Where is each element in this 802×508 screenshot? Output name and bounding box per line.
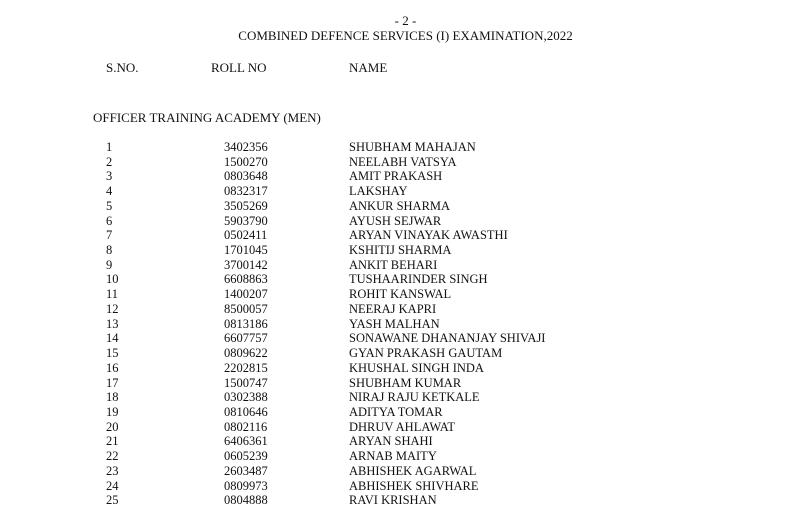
sno-cell: 4	[106, 184, 113, 199]
name-cell: SHUBHAM MAHAJAN	[349, 140, 476, 154]
sno-cell: 25	[106, 493, 119, 508]
name-cell: AMIT PRAKASH	[349, 169, 443, 184]
table-row	[0, 155, 802, 170]
sno-cell: 16	[106, 360, 119, 375]
roll-cell: 3700142	[224, 257, 268, 272]
document-title: COMBINED DEFENCE SERVICES (I) EXAMINATION,2022	[238, 28, 573, 43]
table-row	[0, 390, 802, 405]
sno-cell: 1	[106, 140, 113, 154]
name-cell: TUSHAARINDER SINGH	[349, 272, 488, 287]
roll-cell: 6406361	[224, 434, 268, 449]
roll-cell: 1500270	[224, 154, 268, 169]
sno-cell: 12	[106, 301, 119, 316]
table-row	[0, 140, 802, 155]
table-row	[0, 479, 802, 494]
roll-cell: 6608863	[224, 272, 268, 287]
table-row	[0, 287, 802, 302]
table-row	[0, 272, 802, 287]
results-list	[0, 140, 802, 508]
table-row	[0, 420, 802, 435]
name-cell: ARNAB MAITY	[349, 449, 437, 464]
sno-cell: 10	[106, 272, 119, 287]
table-row	[0, 184, 802, 199]
sno-cell: 20	[106, 419, 119, 434]
roll-cell: 3402356	[224, 140, 268, 154]
table-row	[0, 464, 802, 479]
sno-cell: 18	[106, 390, 119, 405]
sno-cell: 14	[106, 331, 119, 346]
roll-cell: 2603487	[224, 463, 268, 478]
table-row	[0, 199, 802, 214]
name-cell: NEELABH VATSYA	[349, 154, 457, 169]
roll-cell: 5903790	[224, 213, 268, 228]
name-cell: NIRAJ RAJU KETKALE	[349, 390, 480, 405]
roll-cell: 1400207	[224, 287, 268, 302]
roll-cell: 0809622	[224, 346, 268, 361]
sno-cell: 17	[106, 375, 119, 390]
column-header-name: NAME	[349, 60, 388, 75]
name-cell: GYAN PRAKASH GAUTAM	[349, 346, 503, 361]
sno-cell: 19	[106, 404, 119, 419]
roll-cell: 0605239	[224, 449, 268, 464]
roll-cell: 8500057	[224, 301, 268, 316]
table-row	[0, 228, 802, 243]
roll-cell: 0810646	[224, 404, 268, 419]
column-header-roll-no: ROLL NO	[211, 60, 267, 75]
table-row	[0, 434, 802, 449]
sno-cell: 13	[106, 316, 119, 331]
roll-cell: 0813186	[224, 316, 268, 331]
table-row	[0, 376, 802, 391]
name-cell: AYUSH SEJWAR	[349, 213, 442, 228]
roll-cell: 0803648	[224, 169, 268, 184]
sno-cell: 23	[106, 463, 119, 478]
roll-cell: 2202815	[224, 360, 268, 375]
name-cell: SHUBHAM KUMAR	[349, 375, 462, 390]
roll-cell: 0302388	[224, 390, 268, 405]
name-cell: RAVI KRISHAN	[349, 493, 437, 508]
name-cell: ANKUR SHARMA	[349, 198, 451, 213]
sno-cell: 3	[106, 169, 113, 184]
name-cell: LAKSHAY	[349, 184, 408, 199]
name-cell: DHRUV AHLAWAT	[349, 419, 456, 434]
name-cell: ANKIT BEHARI	[349, 257, 438, 272]
roll-cell: 0802116	[224, 419, 268, 434]
table-row	[0, 214, 802, 229]
roll-cell: 0502411	[224, 228, 268, 243]
sno-cell: 15	[106, 346, 119, 361]
roll-cell: 3505269	[224, 198, 268, 213]
table-row	[0, 405, 802, 420]
roll-cell: 0832317	[224, 184, 268, 199]
table-row	[0, 449, 802, 464]
name-cell: ARYAN SHAHI	[349, 434, 433, 449]
sno-cell: 21	[106, 434, 119, 449]
roll-cell: 0809973	[224, 478, 268, 493]
name-cell: KSHITIJ SHARMA	[349, 243, 452, 258]
name-cell: NEERAJ KAPRI	[349, 301, 437, 316]
roll-cell: 0804888	[224, 493, 268, 508]
section-heading: OFFICER TRAINING ACADEMY (MEN)	[93, 110, 321, 125]
name-cell: YASH MALHAN	[349, 316, 440, 331]
name-cell: SONAWANE DHANANJAY SHIVAJI	[349, 331, 546, 346]
name-cell: ROHIT KANSWAL	[349, 287, 452, 302]
sno-cell: 5	[106, 198, 113, 213]
sno-cell: 2	[106, 154, 113, 169]
table-row	[0, 243, 802, 258]
table-row	[0, 258, 802, 273]
table-row	[0, 361, 802, 376]
sno-cell: 6	[106, 213, 113, 228]
table-row	[0, 331, 802, 346]
table-row	[0, 302, 802, 317]
roll-cell: 1500747	[224, 375, 268, 390]
sno-cell: 11	[106, 287, 119, 302]
name-cell: ARYAN VINAYAK AWASTHI	[349, 228, 508, 243]
table-row	[0, 169, 802, 184]
column-header-sno: S.NO.	[106, 60, 139, 75]
sno-cell: 8	[106, 243, 113, 258]
page-number: - 2 -	[394, 13, 417, 28]
sno-cell: 22	[106, 449, 119, 464]
name-cell: ABHISHEK SHIVHARE	[349, 478, 479, 493]
roll-cell: 6607757	[224, 331, 268, 346]
name-cell: KHUSHAL SINGH INDA	[349, 360, 484, 375]
table-row	[0, 346, 802, 361]
sno-cell: 24	[106, 478, 119, 493]
name-cell: ABHISHEK AGARWAL	[349, 463, 477, 478]
sno-cell: 7	[106, 228, 113, 243]
table-row	[0, 317, 802, 332]
name-cell: ADITYA TOMAR	[349, 404, 443, 419]
roll-cell: 1701045	[224, 243, 268, 258]
sno-cell: 9	[106, 257, 113, 272]
